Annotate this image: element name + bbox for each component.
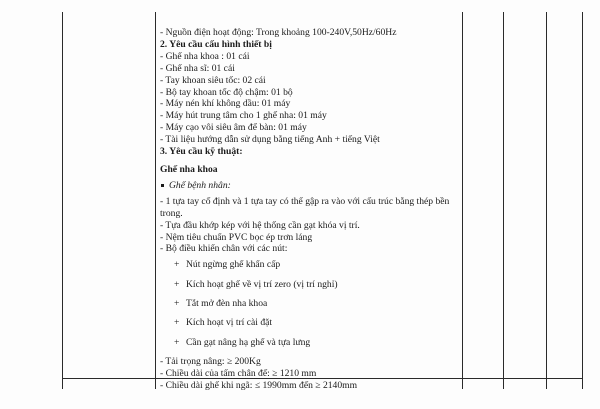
armrest-line: - 1 tựa tay cố định và 1 tựa tay có thể gập ra vào với cấu trúc bằng thép bền trong.	[160, 196, 460, 220]
config-item: - Máy cạo vôi siêu âm để bàn: 01 máy	[160, 122, 470, 134]
foot-button-item: + Kích hoạt vị trí cài đặt	[174, 317, 273, 329]
cushion-line: - Nệm tiêu chuẩn PVC bọc ép trơn láng	[160, 232, 470, 244]
chair-length-line: - Chiều dài ghế khi ngã: ≤ 1990mm đến ≥ 2140mm	[160, 380, 470, 392]
config-item: - Tài liệu hướng dẫn sử dụng bằng tiếng Anh + tiếng Việt	[160, 134, 470, 146]
requirements-cell	[160, 27, 470, 392]
config-item: - Máy nén khí không dầu: 01 máy	[160, 98, 470, 110]
table-column-divider	[503, 12, 504, 389]
table-column-divider	[546, 12, 547, 389]
tech-heading: 3. Yêu cầu kỹ thuật:	[160, 146, 243, 158]
config-item: - Máy hút trung tâm cho 1 ghế nha: 01 máy	[160, 110, 470, 122]
square-bullet-icon	[161, 184, 164, 187]
chair-heading: Ghế nha khoa	[160, 163, 218, 175]
config-item: - Ghế nha sĩ: 01 cái	[160, 63, 470, 75]
table-border-right	[582, 12, 583, 389]
headrest-line: - Tựa đầu khớp kép với hệ thống cần gạt khóa vị trí.	[160, 220, 470, 232]
footrest-length-line: - Chiều dài của tấm chân đế: ≥ 1210 mm	[160, 368, 470, 380]
config-item: - Tay khoan siêu tốc: 02 cái	[160, 75, 470, 87]
patient-chair-label: Ghế bệnh nhân:	[169, 179, 231, 191]
patient-chair-line	[160, 180, 470, 192]
foot-button-item: + Kích hoạt ghế về vị trí zero (vị trí nghỉ)	[174, 278, 338, 290]
config-item: - Ghế nha khoa : 01 cái	[160, 51, 470, 63]
table-border-left	[62, 12, 63, 389]
table-column-divider	[155, 12, 156, 389]
config-item: - Bộ tay khoan tốc độ chậm: 01 bộ	[160, 87, 470, 99]
foot-button-item: + Tắt mở đèn nha khoa	[174, 297, 268, 309]
config-heading: 2. Yêu cầu cấu hình thiết bị	[160, 38, 272, 50]
foot-button-item: + Cần gạt nâng hạ ghế và tựa lưng	[174, 336, 311, 348]
foot-button-item: + Nút ngừng ghế khẩn cấp	[174, 259, 281, 271]
load-line: - Tải trọng nâng: ≥ 200Kg	[160, 356, 470, 368]
foot-control-line: - Bộ điều khiển chân với các nút:	[160, 243, 470, 255]
power-line: - Nguồn điện hoạt động: Trong khoảng 100-240V,50Hz/60Hz	[160, 27, 470, 39]
